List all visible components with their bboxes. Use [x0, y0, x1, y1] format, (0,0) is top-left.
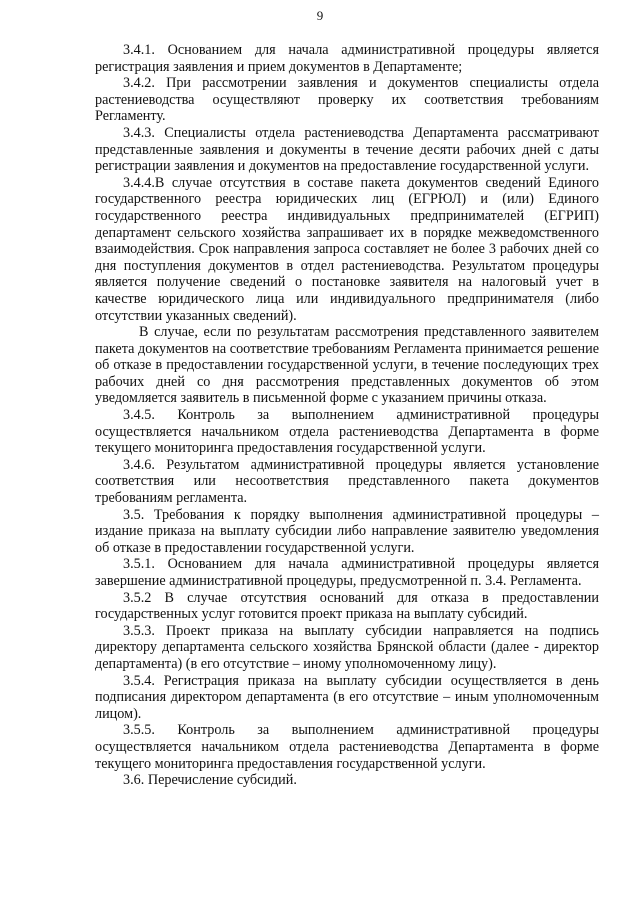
page-number: 9 [316, 8, 324, 23]
paragraph-3-4-6: 3.4.6. Результатом административной процедуры является установление соответствия или несоответствия представленного пакета документов требованиям регламента. [95, 456, 599, 507]
paragraph-3-4-5: 3.4.5. Контроль за выполнением административной процедуры осуществляется начальником отдела растениеводства Департамента в форме текущего мониторинга предоставления государственной услуги. [95, 407, 599, 457]
paragraph-refusal-case: В случае, если по результатам рассмотрения представленного заявителем пакета документов на соответствие требованиям Регламента принимается решение об отказе в предоставлении государственной услуги, в течение последующих трех рабочих дней со дня рассмотрения представленных документов об этом уведомляется заявитель в письменной форме с указанием причины отказа. [95, 324, 599, 407]
paragraph-3-5-2: 3.5.2 В случае отсутствия оснований для отказа в предоставлении государственных услуг готовится проект приказа на выплату субсидий. [95, 589, 599, 623]
paragraph-3-4-3: 3.4.3. Специалисты отдела растениеводства Департамента рассматривают представленные заявления и документы в течение десяти рабочих дней с даты регистрации заявления и документов на предоставление государственной услуги. [95, 124, 599, 175]
paragraph-3-5-1: 3.5.1. Основанием для начала административной процедуры является завершение административной процедуры, предусмотренной п. 3.4. Регламента. [95, 556, 599, 589]
paragraph-3-4-4: 3.4.4.В случае отсутствия в составе пакета документов сведений Единого государственного реестра юридических лиц (ЕГРЮЛ) и (или) Единого государственного реестра индивидуальных предпринимателей (ЕГРИП) департамент сельского хозяйства запрашивает их в порядке межведомственного взаимодействия. Срок направления запроса составляет не более 3 рабочих дней со дня поступления документов в отдел растениеводства. Результатом процедуры является получение сведений о постановке заявителя на налоговый учет в качестве юридического лица или индивидуального предпринимателя (либо отсутствии указанных сведений). [95, 174, 599, 324]
paragraph-3-6: 3.6. Перечисление субсидий. [123, 772, 297, 789]
paragraph-3-5: 3.5. Требования к порядку выполнения административной процедуры – издание приказа на выплату субсидии либо направление заявителю уведомления об отказе в предоставлении государственной услуги. [95, 506, 599, 556]
paragraph-3-5-5: 3.5.5. Контроль за выполнением административной процедуры осуществляется начальником отдела растениеводства Департамента в форме текущего мониторинга предоставления государственной услуги. [95, 722, 599, 772]
document-body [95, 42, 599, 789]
paragraph-3-5-4: 3.5.4. Регистрация приказа на выплату субсидии осуществляется в день подписания директором департамента (в его отсутствие – иным уполномоченным лицом). [95, 672, 599, 722]
paragraph-3-4-2: 3.4.2. При рассмотрении заявления и документов специалисты отдела растениеводства осуществляют проверку их соответствия требованиям Регламенту. [95, 75, 599, 125]
paragraph-3-4-1: 3.4.1. Основанием для начала административной процедуры является регистрация заявления и прием документов в Департаменте; [95, 42, 599, 75]
paragraph-3-5-3: 3.5.3. Проект приказа на выплату субсидии направляется на подпись директору департамента сельского хозяйства Брянской области (далее - директор департамента) (в его отсутствие – иному уполномоченному лицу). [95, 622, 599, 672]
